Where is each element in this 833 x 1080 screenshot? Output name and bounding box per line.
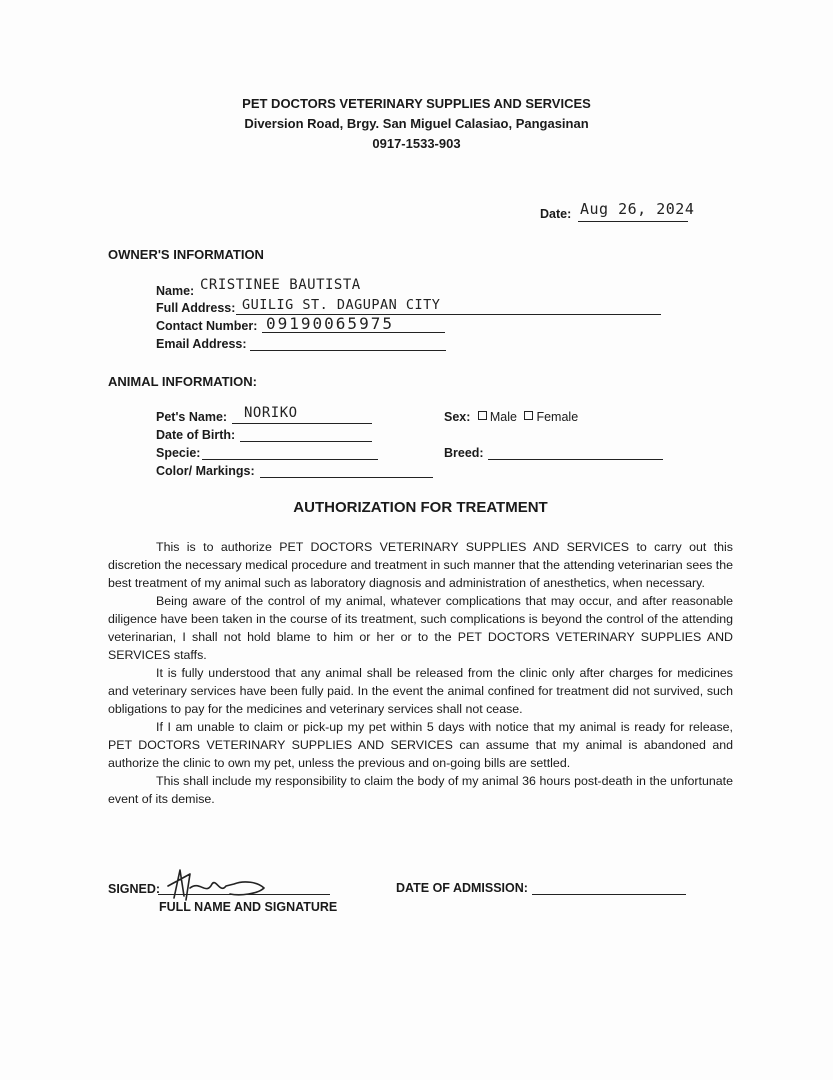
date-line [578,221,688,222]
owner-email-label: Email Address: [156,337,247,351]
owner-contact-value[interactable]: 09190065975 [266,314,394,333]
authorization-paragraph: This is to authorize PET DOCTORS VETERINARY SUPPLIES AND SERVICES to carry out this discretion the necessary medical procedure and treatment in such manner that the attending veterinarian sees the best treatment of my animal such as laboratory diagnosis and administration of anesthetics, when necessary. [108,540,733,590]
date-value[interactable]: Aug 26, 2024 [580,200,695,218]
breed-line[interactable] [488,459,663,460]
pet-name-line [232,423,372,424]
breed-label: Breed: [444,446,484,460]
owner-name-label: Name: [156,284,195,298]
male-checkbox[interactable] [478,411,487,420]
authorization-title: AUTHORIZATION FOR TREATMENT [293,499,548,516]
color-markings-label: Color/ Markings: [156,464,255,478]
specie-label: Specie: [156,446,201,460]
owner-contact-label: Contact Number: [156,319,258,333]
authorization-paragraph: It is fully understood that any animal shall be released from the clinic only after charges for medicines and veterinary services have been fully paid. In the event the animal confined for treatment did not survived, such obligations to pay for the medicines and veterinary services shall not cease. [108,666,733,716]
owner-section-heading: OWNER'S INFORMATION [108,247,264,262]
pet-name-value[interactable]: NORIKO [244,405,298,421]
authorization-paragraph: If I am unable to claim or pick-up my pet within 5 days with notice that my animal is ready for release, PET DOCTORS VETERINARY SUPPLIES AND SERVICES can assume that my animal is abandoned and authorize the clinic to own my pet, unless the previous and on-going bills are settled. [108,720,733,770]
business-address: Diversion Road, Brgy. San Miguel Calasiao, Pangasinan [244,116,589,131]
date-label: Date: [540,207,572,221]
authorization-body [108,538,733,808]
owner-name-value[interactable]: CRISTINEE BAUTISTA [200,277,361,293]
authorization-paragraph: This shall include my responsibility to claim the body of my animal 36 hours post-death in the unfortunate event of its demise. [108,774,733,806]
pet-name-label: Pet's Name: [156,410,228,424]
female-checkbox[interactable] [524,411,533,420]
admission-date-label: DATE OF ADMISSION: [396,881,528,895]
admission-date-line[interactable] [532,894,686,895]
signed-label: SIGNED: [108,882,161,896]
sex-field [444,410,578,424]
owner-address-label: Full Address: [156,301,236,315]
female-label: Female [536,410,579,424]
color-markings-line[interactable] [260,477,433,478]
signature-caption: FULL NAME AND SIGNATURE [159,900,338,914]
business-name: PET DOCTORS VETERINARY SUPPLIES AND SERVICES [242,96,591,111]
business-phone: 0917-1533-903 [372,136,461,151]
animal-section-heading: ANIMAL INFORMATION: [108,374,257,389]
dob-label: Date of Birth: [156,428,236,442]
authorization-paragraph: Being aware of the control of my animal, whatever complications that may occur, and after reasonable diligence have been taken in the course of its treatment, such complications is beyond the control of the attending veterinarian, I shall not hold blame to him or her or to the PET DOCTORS VETERINARY SUPPLIES AND SERVICES staffs. [108,594,733,662]
male-label: Male [489,410,517,424]
owner-email-line[interactable] [250,350,446,351]
owner-address-value[interactable]: GUILIG ST. DAGUPAN CITY [242,297,441,313]
sex-label: Sex: [444,410,471,424]
dob-line[interactable] [240,441,372,442]
specie-line[interactable] [202,459,378,460]
